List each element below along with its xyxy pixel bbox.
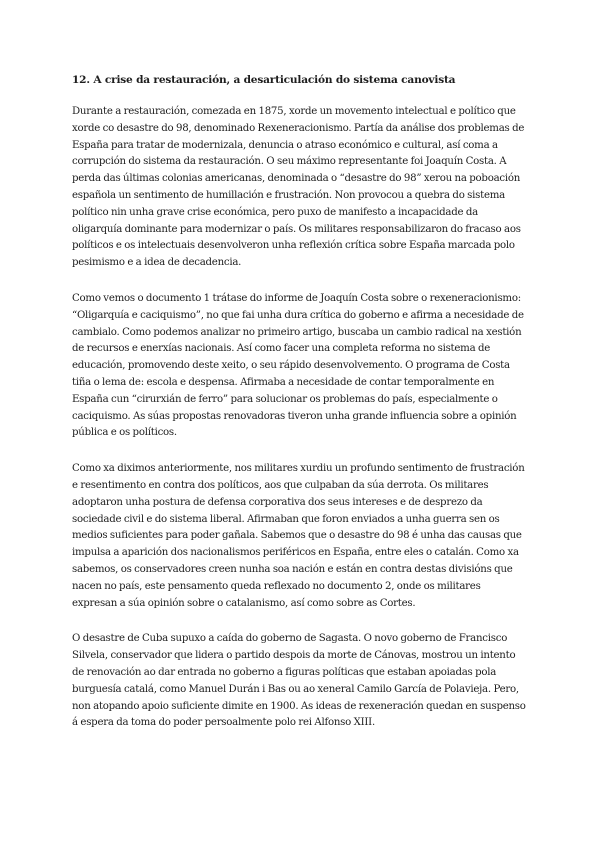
paragraph-1: Durante a restauración, comezada en 1875, xorde un movemento intelectual e político que xorde co desastre do 98, denominado Rexeneracionismo. Partía da análise dos problemas de España para tratar de modernizala, denuncia o atraso económico e cultural, así coma a corrupción do sistema da restauración. O seu máximo representante foi Joaquín Costa. A perda das últimas colonias americanas, denominada o “desastre do 98” xerou na poboación española un sentimento de humillación e frustración. Non provocou a quebra do sistema político nin unha grave crise económica, pero puxo de manifesto a incapacidade da oligarquía dominante para modernizar o país. Os militares responsabilizaron do fracaso aos políticos e os intelectuais desenvolveron unha reflexión crítica sobre España marcada polo pesimismo e a idea de decadencia. — [72, 106, 525, 269]
document-body — [72, 72, 528, 751]
paragraph-4: O desastre de Cuba supuxo a caída do goberno de Sagasta. O novo goberno de Francisco Silvela, conservador que lidera o partido despois da morte de Cánovas, mostrou un intento de renovación ao dar entrada no goberno a figuras políticas que estaban apoiadas pola burguesía catalá, como Manuel Durán i Bas ou ao xeneral Camilo García de Polavieja. Pero, non atopando apoio suficiente dimite en 1900. As ideas de rexeneración quedan en suspenso á espera da toma do poder persoalmente polo rei Alfonso XIII. — [72, 633, 526, 729]
paragraph-3: Como xa diximos anteriormente, nos militares xurdiu un profundo sentimento de frustración e resentimento en contra dos políticos, aos que culpaban da súa derrota. Os militares adoptaron unha postura de defensa corporativa dos seus intereses e de desprezo da sociedade civil e do sistema liberal. Afirmaban que foron enviados a unha guerra sen os medios suficientes para poder gañala. Sabemos que o desastre do 98 é unha das causas que impulsa a aparición dos nacionalismos periféricos en España, entre eles o catalán. Como xa sabemos, os conservadores creen nunha soa nación e están en contra destas divisións que nacen no país, este pensamento queda reflexado no documento 2, onde os militares expresan a súa opinión sobre o catalanismo, así como sobre as Cortes. — [72, 463, 525, 609]
paragraph-2: Como vemos o documento 1 trátase do informe de Joaquín Costa sobre o rexeneracionismo: “Oligarquía e caciquismo”, no que fai unha dura crítica do goberno e afirma a necesidade de cambialo. Como podemos analizar no primeiro artigo, buscaba un cambio radical na xestión de recursos e enerxías nacionais. Así como facer una completa reforma no sistema de educación, promovendo deste xeito, o seu rápido desenvolvemento. O programa de Costa tiña o lema de: escola e despensa. Afirmaba a necesidade de contar temporalmente en España cun “cirurxián de ferro” para solucionar os problemas do país, especialmente o caciquismo. As súas propostas renovadoras tiveron unha grande influencia sobre a opinión pública e os políticos. — [72, 292, 524, 439]
section-heading: 12. A crise da restauración, a desarticulación do sistema canovista — [72, 74, 456, 86]
